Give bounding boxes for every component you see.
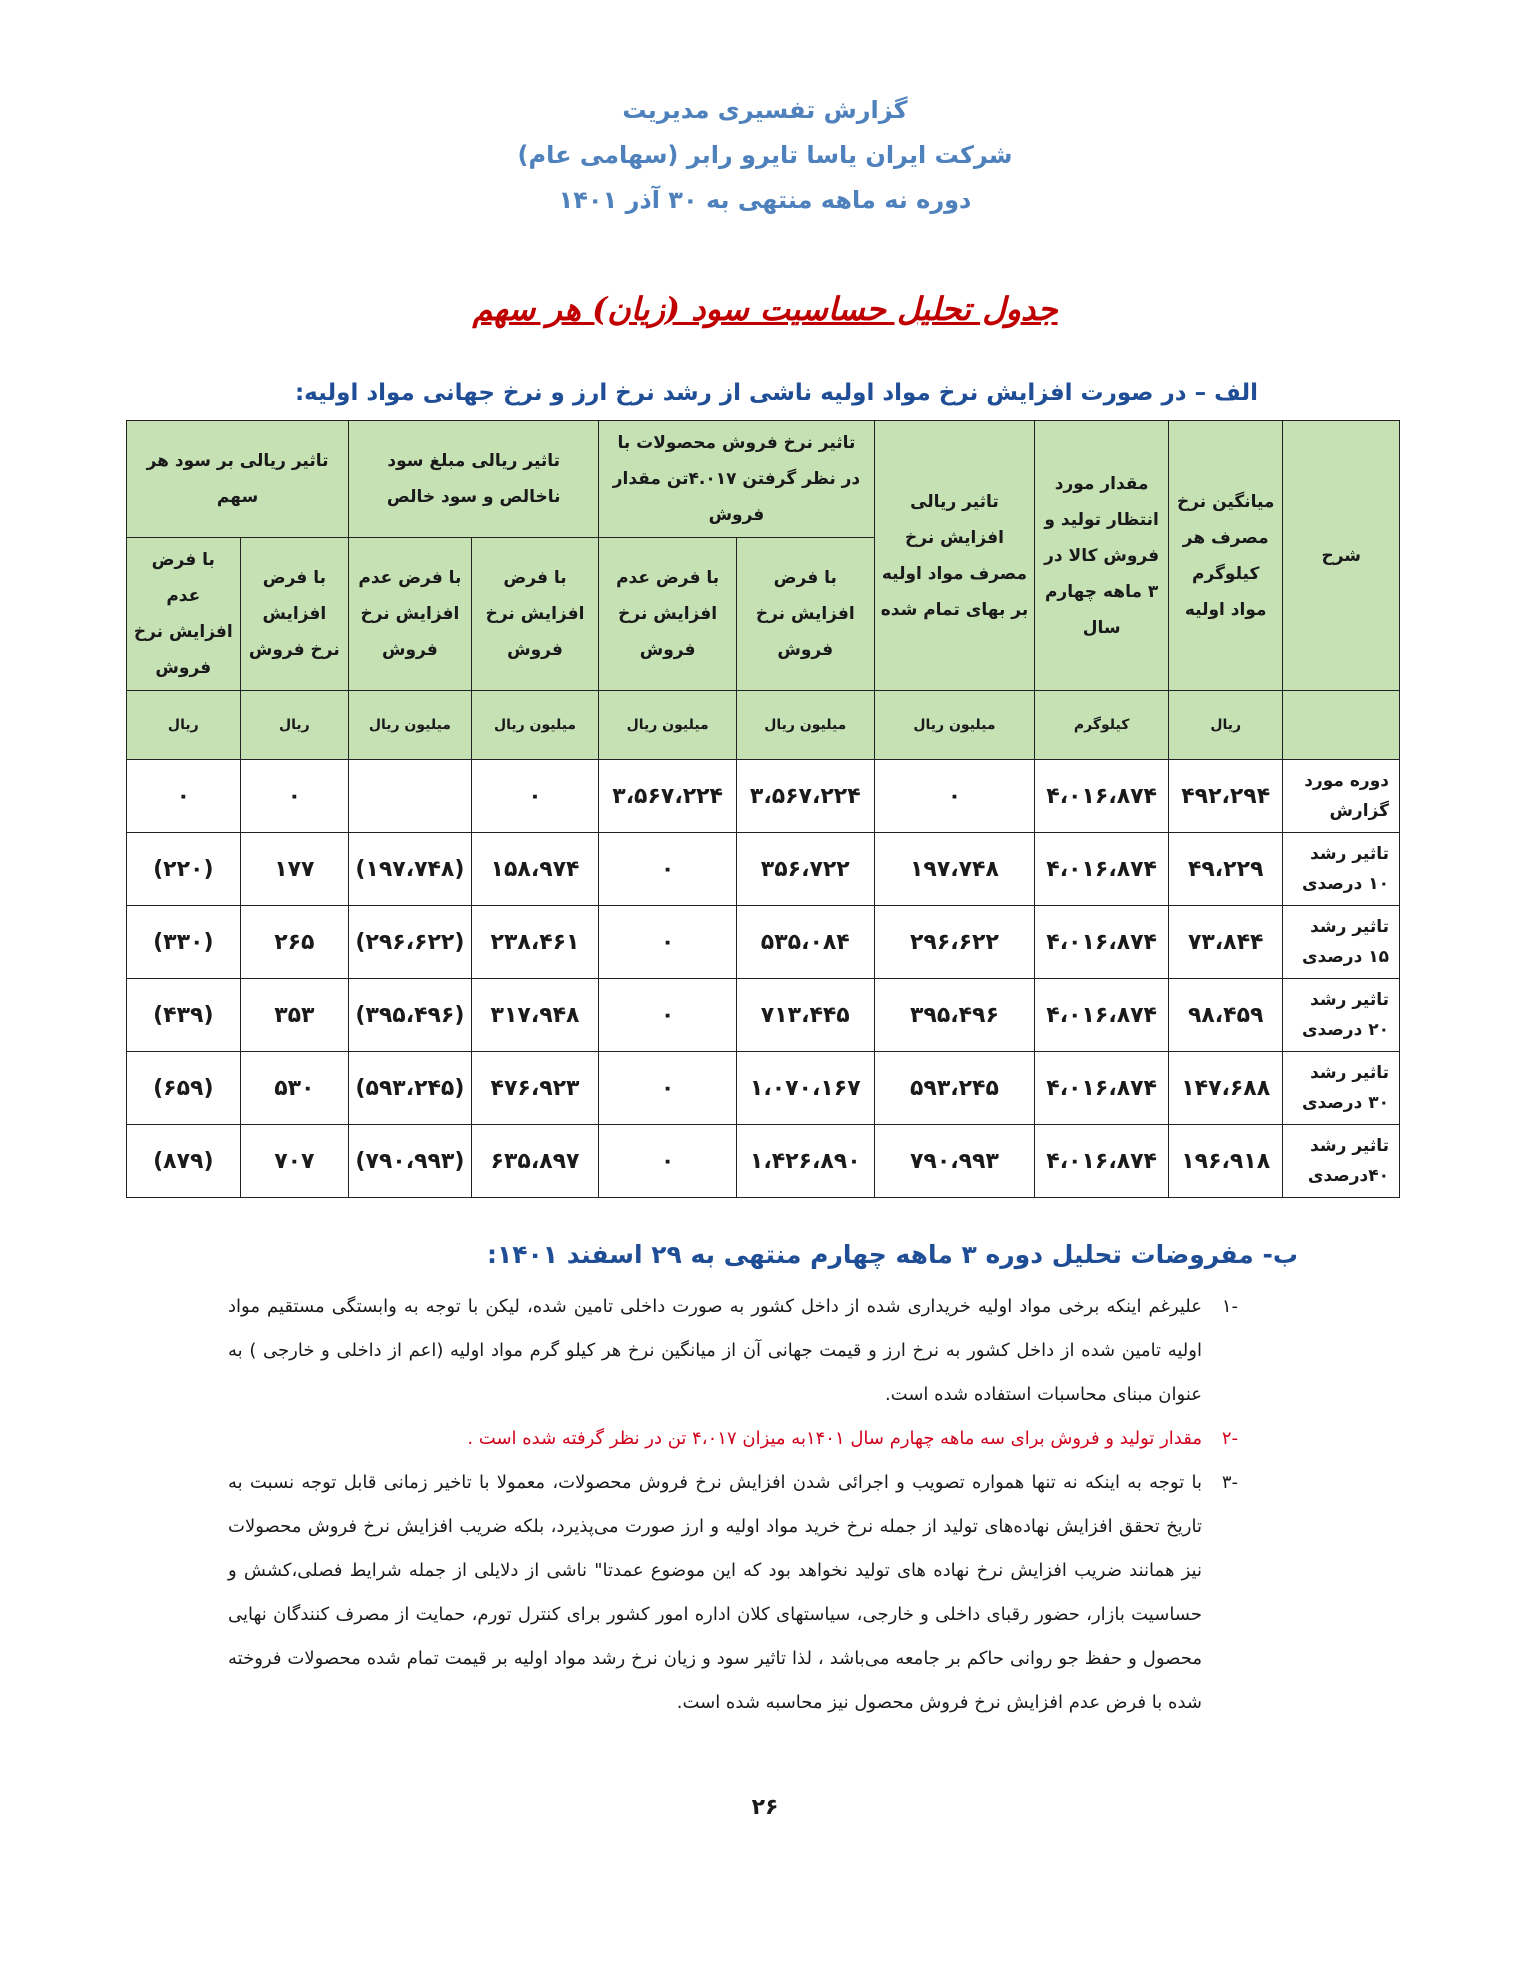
cell-qty: ۴،۰۱۶،۸۷۴: [1035, 760, 1169, 833]
cell-avg-rate: ۴۹۲،۲۹۴: [1168, 760, 1283, 833]
header-expected-qty: مقدار مورد انتظار تولید و فروش کالا در ۳ ماهه چهارم سال: [1035, 421, 1169, 691]
header-eps-effect: تاثیر ریالی بر سود هر سهم: [127, 421, 349, 538]
unit-cell: میلیون ریال: [874, 691, 1035, 760]
header-gross-net-effect: تاثیر ریالی مبلغ سود ناخالص و سود خالص: [349, 421, 599, 538]
company-name: شرکت ایران یاسا تایرو رابر (سهامی عام): [517, 141, 1013, 169]
cell-qty: ۴،۰۱۶،۸۷۴: [1035, 1125, 1169, 1198]
header-sales-without-increase: با فرض عدم افزایش نرخ فروش: [599, 538, 737, 691]
item-text: علیرغم اینکه برخی مواد اولیه خریداری شده از داخل کشور به صورت داخلی تامین شده، لیکن با توجه به وابستگی مستقیم مواد اولیه تامین شده از داخل کشور به نرخ ارز و قیمت جهانی آن از میانگین نرخ هر کیلو گرم مواد اولیه (اعم از داخلی و خارجی ) به عنوان مبنای محاسبات استفاده شده است.: [228, 1296, 1202, 1405]
table-row: [127, 979, 1400, 1052]
cell-sales-with: ۷۱۳،۴۴۵: [736, 979, 874, 1052]
cell-qty: ۴،۰۱۶،۸۷۴: [1035, 906, 1169, 979]
item-number: -۳: [1221, 1472, 1238, 1493]
header-eps-with-increase: با فرض افزایش نرخ فروش: [240, 538, 349, 691]
cell-profit-without: (۲۹۶،۶۲۲): [349, 906, 472, 979]
item-number: -۱: [1221, 1296, 1238, 1317]
page-number: ۲۶: [751, 1795, 779, 1820]
row-desc: تاثیر رشد ۱۵ درصدی: [1283, 906, 1400, 979]
cell-eps-with: ۷۰۷: [240, 1125, 349, 1198]
cell-sales-with: ۱،۴۲۶،۸۹۰: [736, 1125, 874, 1198]
cell-sales-without: ۰: [599, 979, 737, 1052]
unit-cell: میلیون ریال: [736, 691, 874, 760]
cell-sales-with: ۳،۵۶۷،۲۲۴: [736, 760, 874, 833]
cell-eps-without: (۶۵۹): [127, 1052, 241, 1125]
table-row: [127, 1052, 1400, 1125]
header-sales-with-increase: با فرض افزایش نرخ فروش: [736, 538, 874, 691]
row-desc: تاثیر رشد ۳۰ درصدی: [1283, 1052, 1400, 1125]
cell-eps-without: (۳۳۰): [127, 906, 241, 979]
cell-qty: ۴،۰۱۶،۸۷۴: [1035, 833, 1169, 906]
header-sales-rate-effect: تاثیر نرخ فروش محصولات با در نظر گرفتن ۴.۰۱۷تن مقدار فروش: [599, 421, 874, 538]
cell-cost-effect: ۲۹۶،۶۲۲: [874, 906, 1035, 979]
report-header: [0, 88, 1530, 223]
unit-cell: میلیون ریال: [599, 691, 737, 760]
cell-profit-without: (۳۹۵،۴۹۶): [349, 979, 472, 1052]
unit-cell: کیلوگرم: [1035, 691, 1169, 760]
header-profit-without-increase: با فرض عدم افزایش نرخ فروش: [349, 538, 472, 691]
assumptions-list: [228, 1285, 1238, 1725]
cell-sales-without: ۰: [599, 833, 737, 906]
header-profit-with-increase: با فرض افزایش نرخ فروش: [471, 538, 599, 691]
section-a-heading: الف – در صورت افزایش نرخ مواد اولیه ناشی از رشد نرخ ارز و نرخ جهانی مواد اولیه:: [294, 380, 1258, 406]
row-desc: دوره مورد گزارش: [1283, 760, 1400, 833]
list-item: [228, 1285, 1238, 1417]
item-text: مقدار تولید و فروش برای سه ماهه چهارم سال ۱۴۰۱به میزان ۴،۰۱۷ تن در نظر گرفته شده است .: [467, 1428, 1202, 1449]
cell-cost-effect: ۰: [874, 760, 1035, 833]
cell-avg-rate: ۷۳،۸۴۴: [1168, 906, 1283, 979]
report-period: دوره نه ماهه منتهی به ۳۰ آذر ۱۴۰۱: [558, 186, 972, 214]
cell-qty: ۴،۰۱۶،۸۷۴: [1035, 1052, 1169, 1125]
cell-profit-with: ۴۷۶،۹۲۳: [471, 1052, 599, 1125]
cell-profit-without: (۱۹۷،۷۴۸): [349, 833, 472, 906]
cell-cost-effect: ۳۹۵،۴۹۶: [874, 979, 1035, 1052]
cell-qty: ۴،۰۱۶،۸۷۴: [1035, 979, 1169, 1052]
cell-avg-rate: ۴۹،۲۲۹: [1168, 833, 1283, 906]
cell-avg-rate: ۱۹۶،۹۱۸: [1168, 1125, 1283, 1198]
row-desc: تاثیر رشد ۱۰ درصدی: [1283, 833, 1400, 906]
cell-sales-with: ۱،۰۷۰،۱۶۷: [736, 1052, 874, 1125]
row-desc: تاثیر رشد ۴۰درصدی: [1283, 1125, 1400, 1198]
cell-profit-with: ۰: [471, 760, 599, 833]
unit-cell: ریال: [127, 691, 241, 760]
item-number: -۲: [1221, 1428, 1238, 1449]
list-item: [228, 1417, 1238, 1461]
unit-cell: میلیون ریال: [349, 691, 472, 760]
report-title: گزارش تفسیری مدیریت: [622, 96, 908, 124]
cell-eps-with: ۲۶۵: [240, 906, 349, 979]
cell-profit-with: ۱۵۸،۹۷۴: [471, 833, 599, 906]
cell-sales-without: ۰: [599, 1125, 737, 1198]
cell-avg-rate: ۱۴۷،۶۸۸: [1168, 1052, 1283, 1125]
cell-profit-without: (۵۹۳،۲۴۵): [349, 1052, 472, 1125]
cell-eps-without: (۴۳۹): [127, 979, 241, 1052]
cell-profit-without: [349, 760, 472, 833]
cell-cost-effect: ۵۹۳،۲۴۵: [874, 1052, 1035, 1125]
table-row: [127, 1125, 1400, 1198]
section-b-heading: ب- مفروضات تحلیل دوره ۳ ماهه چهارم منتهی به ۲۹ اسفند ۱۴۰۱:: [487, 1240, 1298, 1269]
cell-eps-without: ۰: [127, 760, 241, 833]
cell-eps-without: (۲۲۰): [127, 833, 241, 906]
item-text: با توجه به اینکه نه تنها همواره تصویب و اجرائی شدن افزایش نرخ فروش محصولات، معمولا با تاخیر زمانی قابل توجه نسبت به تاریخ تحقق افزایش نهاده‌های تولید از جمله نرخ خرید مواد اولیه و ارز صورت می‌پذیرد، بلکه ضریب افزایش نرخ فروش محصولات نیز همانند ضریب افزایش نرخ نهاده های تولید نخواهد بود که این موضوع عمدتا" ناشی از دلایلی از جمله شرایط فصلی،کشش و حساسیت بازار، حضور رقبای داخلی و خارجی، سیاستهای کلان اداره امور کشور برای کنترل تورم، حمایت از مصرف کنندگان نهایی محصول و حفظ جو روانی حاکم بر جامعه می‌باشد ، لذا تاثیر سود و زیان نرخ رشد مواد اولیه بر قیمت تمام شده محصولات فروخته شده با فرض عدم افزایش نرخ فروش محصول نیز محاسبه شده است.: [228, 1472, 1202, 1713]
unit-desc: [1283, 691, 1400, 760]
table-row: [127, 833, 1400, 906]
cell-sales-without: ۳،۵۶۷،۲۲۴: [599, 760, 737, 833]
row-desc: تاثیر رشد ۲۰ درصدی: [1283, 979, 1400, 1052]
cell-sales-without: ۰: [599, 906, 737, 979]
header-avg-rate: میانگین نرخ مصرف هر کیلوگرم مواد اولیه: [1168, 421, 1283, 691]
cell-avg-rate: ۹۸،۴۵۹: [1168, 979, 1283, 1052]
cell-profit-with: ۳۱۷،۹۴۸: [471, 979, 599, 1052]
sensitivity-table: [126, 420, 1400, 1198]
unit-cell: ریال: [1168, 691, 1283, 760]
cell-cost-effect: ۷۹۰،۹۹۳: [874, 1125, 1035, 1198]
list-item: [228, 1461, 1238, 1725]
header-rial-effect: تاثیر ریالی افزایش نرخ مصرف مواد اولیه بر بهای تمام شده: [874, 421, 1035, 691]
unit-cell: میلیون ریال: [471, 691, 599, 760]
cell-sales-with: ۳۵۶،۷۲۲: [736, 833, 874, 906]
cell-eps-with: ۵۳۰: [240, 1052, 349, 1125]
cell-sales-without: ۰: [599, 1052, 737, 1125]
cell-profit-with: ۶۳۵،۸۹۷: [471, 1125, 599, 1198]
cell-eps-without: (۸۷۹): [127, 1125, 241, 1198]
table-title: جدول تحلیل حساسیت سود (زیان) هر سهم: [472, 290, 1058, 328]
cell-sales-with: ۵۳۵،۰۸۴: [736, 906, 874, 979]
table-row: [127, 906, 1400, 979]
cell-eps-with: ۳۵۳: [240, 979, 349, 1052]
cell-cost-effect: ۱۹۷،۷۴۸: [874, 833, 1035, 906]
unit-cell: ریال: [240, 691, 349, 760]
cell-eps-with: ۱۷۷: [240, 833, 349, 906]
cell-eps-with: ۰: [240, 760, 349, 833]
cell-profit-with: ۲۳۸،۴۶۱: [471, 906, 599, 979]
header-desc: شرح: [1283, 421, 1400, 691]
header-eps-without-increase: با فرض عدم افزایش نرخ فروش: [127, 538, 241, 691]
table-row: [127, 760, 1400, 833]
cell-profit-without: (۷۹۰،۹۹۳): [349, 1125, 472, 1198]
